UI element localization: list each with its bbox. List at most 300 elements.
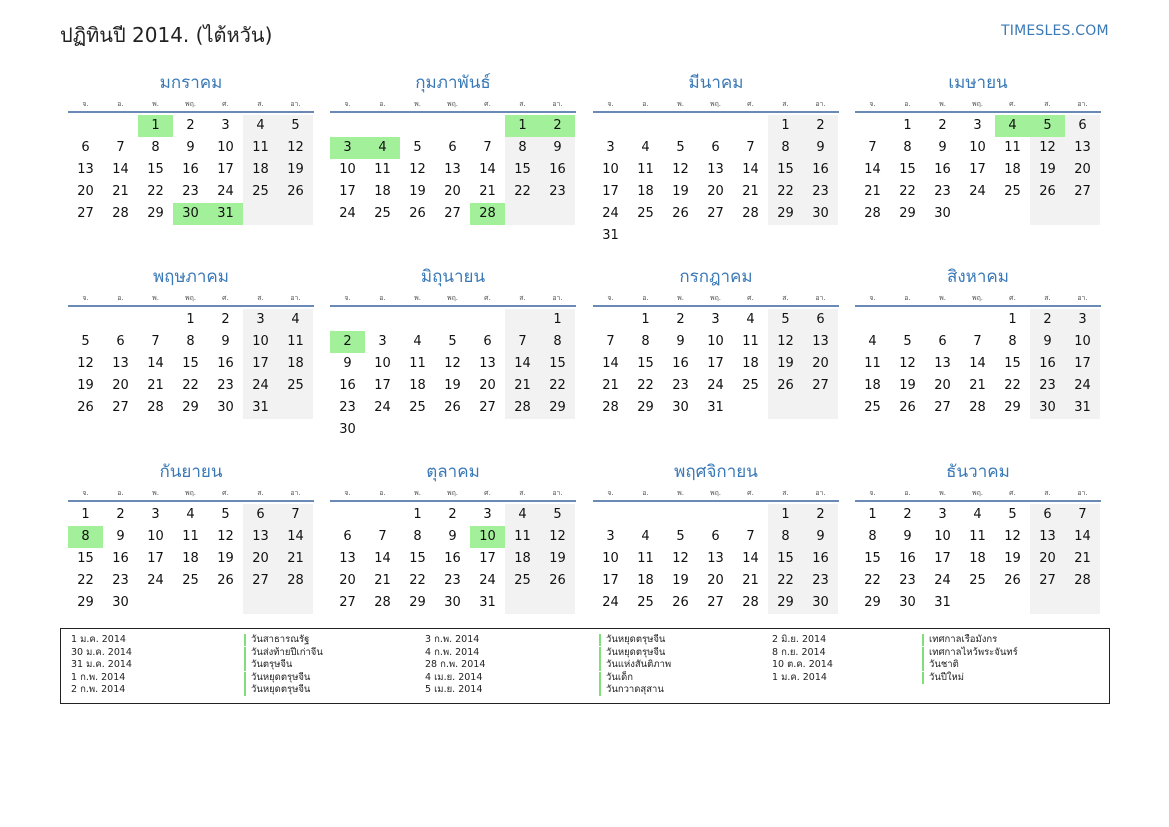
day-cell: 3 [243, 309, 278, 331]
week-row [593, 137, 839, 159]
day-cell: 2 [540, 115, 575, 137]
day-cell: 17 [602, 573, 619, 588]
weekday-label: พฤ. [184, 489, 197, 497]
day-cell: 23 [444, 573, 461, 588]
day-cell: 28 [864, 206, 881, 221]
legend-holiday-name: เทศกาลเรือมังกร [922, 634, 997, 646]
week-row [855, 592, 1101, 614]
day-cell: 5 [1008, 507, 1017, 522]
brand-link[interactable]: TIMESLES.COM [1001, 23, 1109, 39]
empty-cell [505, 203, 540, 225]
day-cell: 2 [938, 118, 947, 133]
day-cell: 6 [1065, 115, 1100, 137]
week-row [68, 592, 314, 614]
day-cell: 8 [641, 334, 650, 349]
day-cell: 14 [742, 162, 759, 177]
day-cell: 6 [116, 334, 125, 349]
weekday-label: อ. [379, 294, 386, 302]
empty-cell [803, 397, 838, 419]
day-cell: 28 [602, 400, 619, 415]
week-row [855, 159, 1101, 181]
day-cell: 19 [672, 573, 689, 588]
week-row [593, 353, 839, 375]
day-cell: 21 [1065, 548, 1100, 570]
day-cell: 20 [1030, 548, 1065, 570]
day-cell: 28 [147, 400, 164, 415]
day-cell: 9 [938, 140, 947, 155]
day-cell: 18 [243, 159, 278, 181]
day-cell: 2 [676, 312, 685, 327]
empty-cell [470, 115, 505, 137]
day-cell: 12 [278, 137, 313, 159]
weekday-label: จ. [869, 294, 876, 302]
day-cell: 13 [1065, 137, 1100, 159]
empty-cell [995, 203, 1030, 225]
day-cell: 31 [479, 595, 496, 610]
empty-cell [733, 397, 768, 419]
day-cell: 26 [409, 206, 426, 221]
day-cell: 7 [151, 334, 160, 349]
day-cell: 27 [1030, 570, 1065, 592]
legend-holiday-name: วันตรุษจีน [244, 659, 292, 671]
day-cell: 27 [77, 206, 94, 221]
empty-cell [435, 309, 470, 331]
day-cell: 2 [186, 118, 195, 133]
empty-cell [1065, 592, 1100, 614]
day-cell: 28 [112, 206, 129, 221]
empty-cell [663, 504, 698, 526]
weekday-label: จ. [344, 294, 351, 302]
day-cell: 20 [707, 573, 724, 588]
legend-date: 2 มิ.ย. 2014 [772, 634, 827, 645]
day-cell: 23 [182, 184, 199, 199]
day-cell: 29 [899, 206, 916, 221]
day-cell: 25 [182, 573, 199, 588]
weekday-label: พฤ. [446, 100, 459, 108]
day-cell: 21 [602, 378, 619, 393]
week-row [330, 115, 576, 137]
empty-cell [960, 309, 995, 331]
week-row [68, 181, 314, 203]
empty-cell [103, 115, 138, 137]
day-cell: 6 [343, 529, 352, 544]
day-cell: 27 [444, 206, 461, 221]
day-cell: 9 [343, 356, 352, 371]
day-cell: 18 [637, 573, 654, 588]
weekday-label: ส. [519, 489, 526, 497]
empty-cell [68, 309, 103, 331]
day-cell: 10 [969, 140, 986, 155]
day-cell: 4 [746, 312, 755, 327]
day-cell: 7 [868, 140, 877, 155]
week-row [855, 526, 1101, 548]
weekday-label: ส. [519, 294, 526, 302]
day-cell: 23 [339, 400, 356, 415]
week-row [330, 570, 576, 592]
day-cell: 12 [768, 331, 803, 353]
day-cell: 14 [742, 551, 759, 566]
day-cell: 11 [1004, 140, 1021, 155]
day-cell: 30 [1030, 397, 1065, 419]
day-cell: 15 [409, 551, 426, 566]
day-cell: 31 [707, 400, 724, 415]
day-cell: 16 [182, 162, 199, 177]
week-row [593, 225, 839, 247]
day-cell: 9 [186, 140, 195, 155]
weekday-label: พ. [152, 100, 159, 108]
day-cell: 14 [374, 551, 391, 566]
day-cell: 15 [637, 356, 654, 371]
day-cell: 22 [768, 181, 803, 203]
day-cell: 25 [409, 400, 426, 415]
empty-cell [330, 115, 365, 137]
day-cell: 24 [374, 400, 391, 415]
day-cell: 2 [803, 115, 838, 137]
day-cell: 26 [278, 181, 313, 203]
day-cell: 14 [112, 162, 129, 177]
day-cell: 21 [147, 378, 164, 393]
day-cell: 25 [505, 570, 540, 592]
day-cell: 5 [81, 334, 90, 349]
week-row [68, 137, 314, 159]
day-cell: 3 [151, 507, 160, 522]
week-row [593, 181, 839, 203]
day-cell: 27 [1065, 181, 1100, 203]
month-block [855, 266, 1101, 419]
weekday-label: พ. [414, 100, 421, 108]
weekday-label: อ. [379, 489, 386, 497]
day-cell: 6 [81, 140, 90, 155]
weekday-label: พ. [152, 489, 159, 497]
weekday-label: พฤ. [184, 100, 197, 108]
weekday-label: อ. [642, 489, 649, 497]
weekday-label: พ. [677, 489, 684, 497]
day-cell: 4 [868, 334, 877, 349]
weekday-label: อา. [815, 294, 826, 302]
day-cell: 28 [470, 203, 505, 225]
day-cell: 10 [1065, 331, 1100, 353]
week-row [330, 504, 576, 526]
weekday-header [593, 487, 839, 502]
day-cell: 30 [803, 203, 838, 225]
empty-cell [925, 309, 960, 331]
month-block [593, 266, 839, 419]
day-cell: 10 [602, 162, 619, 177]
empty-cell [278, 397, 313, 419]
weekday-label: พ. [414, 294, 421, 302]
weekday-label: ศ. [222, 489, 229, 497]
month-name: มิถุนายน [420, 267, 486, 287]
week-row [330, 353, 576, 375]
weekday-label: อา. [815, 100, 826, 108]
day-cell: 14 [969, 356, 986, 371]
legend-holiday-name: วันหยุดตรุษจีน [244, 672, 310, 684]
month-name: พฤศจิกายน [674, 462, 758, 482]
week-row [855, 331, 1101, 353]
day-cell: 12 [540, 526, 575, 548]
week-row [330, 159, 576, 181]
day-cell: 17 [1065, 353, 1100, 375]
day-cell: 19 [77, 378, 94, 393]
day-cell: 27 [803, 375, 838, 397]
day-cell: 10 [147, 529, 164, 544]
empty-cell [435, 115, 470, 137]
week-row [855, 397, 1101, 419]
day-cell: 15 [1004, 356, 1021, 371]
day-cell: 22 [409, 573, 426, 588]
day-cell: 7 [278, 504, 313, 526]
day-cell: 13 [243, 526, 278, 548]
day-cell: 11 [742, 334, 759, 349]
day-cell: 1 [768, 115, 803, 137]
day-cell: 21 [864, 184, 881, 199]
day-cell: 29 [864, 595, 881, 610]
weekday-label: จ. [607, 100, 614, 108]
day-cell: 9 [676, 334, 685, 349]
day-cell: 3 [483, 507, 492, 522]
day-cell: 13 [479, 356, 496, 371]
day-cell: 24 [479, 573, 496, 588]
weekday-label: พฤ. [446, 294, 459, 302]
day-cell: 26 [1004, 573, 1021, 588]
legend-date: 1 ม.ค. 2014 [772, 671, 827, 683]
day-cell: 2 [116, 507, 125, 522]
day-cell: 5 [278, 115, 313, 137]
day-cell: 4 [278, 309, 313, 331]
day-cell: 25 [1004, 184, 1021, 199]
empty-cell [540, 203, 575, 225]
day-cell: 23 [672, 378, 689, 393]
day-cell: 6 [711, 140, 720, 155]
day-cell: 13 [707, 162, 724, 177]
day-cell: 1 [1008, 312, 1017, 327]
day-cell: 17 [707, 356, 724, 371]
day-cell: 25 [374, 206, 391, 221]
week-row [855, 309, 1101, 331]
empty-cell [593, 309, 628, 331]
day-cell: 17 [374, 378, 391, 393]
month-block [855, 72, 1101, 225]
day-cell: 27 [479, 400, 496, 415]
weekday-header [593, 292, 839, 307]
day-cell: 10 [243, 331, 278, 353]
day-cell: 1 [641, 312, 650, 327]
weekday-label: อา. [552, 100, 563, 108]
day-cell: 10 [217, 140, 234, 155]
day-cell: 8 [186, 334, 195, 349]
day-cell: 24 [1065, 375, 1100, 397]
empty-cell [365, 419, 400, 441]
legend-date: 10 ต.ค. 2014 [772, 659, 833, 670]
day-cell: 13 [112, 356, 129, 371]
day-cell: 26 [444, 400, 461, 415]
empty-cell [365, 504, 400, 526]
day-cell: 20 [1065, 159, 1100, 181]
legend-date: 31 ม.ค. 2014 [71, 659, 132, 670]
day-cell: 13 [339, 551, 356, 566]
month-block [593, 72, 839, 247]
month-name: กรกฎาคม [679, 267, 753, 287]
weekday-label: พ. [152, 294, 159, 302]
weekday-label: ศ. [222, 294, 229, 302]
day-cell: 8 [505, 137, 540, 159]
week-row [330, 526, 576, 548]
day-cell: 30 [112, 595, 129, 610]
empty-cell [278, 203, 313, 225]
week-row [593, 159, 839, 181]
day-cell: 27 [243, 570, 278, 592]
day-cell: 25 [278, 375, 313, 397]
legend-date: 5 เม.ย. 2014 [425, 684, 483, 695]
empty-cell [103, 309, 138, 331]
month-block [855, 461, 1101, 614]
day-cell: 17 [969, 162, 986, 177]
empty-cell [330, 309, 365, 331]
empty-cell [890, 309, 925, 331]
weekday-label: ศ. [484, 489, 491, 497]
day-cell: 6 [711, 529, 720, 544]
day-cell: 5 [1030, 115, 1065, 137]
day-cell: 18 [637, 184, 654, 199]
day-cell: 4 [365, 137, 400, 159]
weekday-label: อ. [642, 294, 649, 302]
day-cell: 17 [934, 551, 951, 566]
week-row [68, 353, 314, 375]
day-cell: 21 [742, 184, 759, 199]
week-row [330, 375, 576, 397]
day-cell: 3 [378, 334, 387, 349]
day-cell: 5 [221, 507, 230, 522]
weekday-label: จ. [607, 294, 614, 302]
day-cell: 10 [934, 529, 951, 544]
legend-holiday-name: เทศกาลไหว้พระจันทร์ [922, 647, 1018, 659]
day-cell: 16 [444, 551, 461, 566]
day-cell: 10 [707, 334, 724, 349]
day-cell: 24 [602, 595, 619, 610]
week-row [330, 419, 576, 441]
day-cell: 3 [1065, 309, 1100, 331]
weekday-header [68, 487, 314, 502]
day-cell: 31 [1065, 397, 1100, 419]
day-cell: 20 [934, 378, 951, 393]
day-cell: 26 [768, 375, 803, 397]
week-row [855, 353, 1101, 375]
empty-cell [663, 115, 698, 137]
day-cell: 19 [1030, 159, 1065, 181]
day-cell: 8 [768, 526, 803, 548]
day-cell: 12 [899, 356, 916, 371]
day-cell: 23 [899, 573, 916, 588]
day-cell: 17 [479, 551, 496, 566]
weekday-label: อ. [904, 294, 911, 302]
day-cell: 4 [641, 140, 650, 155]
day-cell: 7 [483, 140, 492, 155]
day-cell: 26 [899, 400, 916, 415]
empty-cell [1030, 592, 1065, 614]
legend-holiday-name: วันแห่งสันติภาพ [599, 659, 671, 671]
empty-cell [768, 397, 803, 419]
day-cell: 7 [116, 140, 125, 155]
day-cell: 21 [969, 378, 986, 393]
day-cell: 21 [505, 375, 540, 397]
empty-cell [593, 115, 628, 137]
empty-cell [663, 225, 698, 247]
legend-holiday-name: วันชาติ [922, 659, 959, 671]
empty-cell [400, 309, 435, 331]
weekday-label: ศ. [484, 100, 491, 108]
day-cell: 6 [1030, 504, 1065, 526]
day-cell: 18 [374, 184, 391, 199]
day-cell: 19 [409, 184, 426, 199]
day-cell: 14 [602, 356, 619, 371]
empty-cell [400, 115, 435, 137]
day-cell: 11 [374, 162, 391, 177]
day-cell: 15 [768, 159, 803, 181]
month-name: กุมภาพันธ์ [415, 73, 491, 93]
day-cell: 31 [243, 397, 278, 419]
day-cell: 5 [413, 140, 422, 155]
empty-cell [1030, 203, 1065, 225]
month-name: กันยายน [159, 462, 223, 482]
weekday-label: พฤ. [709, 100, 722, 108]
day-cell: 6 [448, 140, 457, 155]
day-cell: 4 [243, 115, 278, 137]
week-row [855, 504, 1101, 526]
weekday-label: ส. [257, 294, 264, 302]
day-cell: 17 [217, 162, 234, 177]
week-row [330, 203, 576, 225]
weekday-label: ศ. [484, 294, 491, 302]
day-cell: 14 [278, 526, 313, 548]
weekday-label: อา. [290, 489, 301, 497]
week-row [855, 548, 1101, 570]
day-cell: 23 [540, 181, 575, 203]
day-cell: 20 [339, 573, 356, 588]
day-cell: 30 [934, 206, 951, 221]
day-cell: 9 [803, 137, 838, 159]
weekday-label: จ. [82, 294, 89, 302]
empty-cell [243, 592, 278, 614]
day-cell: 29 [768, 592, 803, 614]
month-block [68, 72, 314, 225]
empty-cell [278, 592, 313, 614]
day-cell: 21 [112, 184, 129, 199]
day-cell: 9 [903, 529, 912, 544]
day-cell: 13 [707, 551, 724, 566]
weekday-label: ส. [782, 489, 789, 497]
week-row [593, 309, 839, 331]
day-cell: 28 [742, 595, 759, 610]
day-cell: 1 [505, 115, 540, 137]
day-cell: 30 [672, 400, 689, 415]
weekday-header [330, 292, 576, 307]
day-cell: 22 [540, 375, 575, 397]
month-block [330, 72, 576, 225]
week-row [68, 570, 314, 592]
day-cell: 26 [672, 206, 689, 221]
empty-cell [628, 225, 663, 247]
day-cell: 22 [1004, 378, 1021, 393]
month-name: เมษายน [948, 73, 1008, 93]
month-block [68, 266, 314, 419]
empty-cell [365, 309, 400, 331]
day-cell: 8 [1008, 334, 1017, 349]
week-row [855, 203, 1101, 225]
day-cell: 23 [803, 181, 838, 203]
day-cell: 9 [448, 529, 457, 544]
weekday-label: ศ. [747, 489, 754, 497]
empty-cell [628, 504, 663, 526]
